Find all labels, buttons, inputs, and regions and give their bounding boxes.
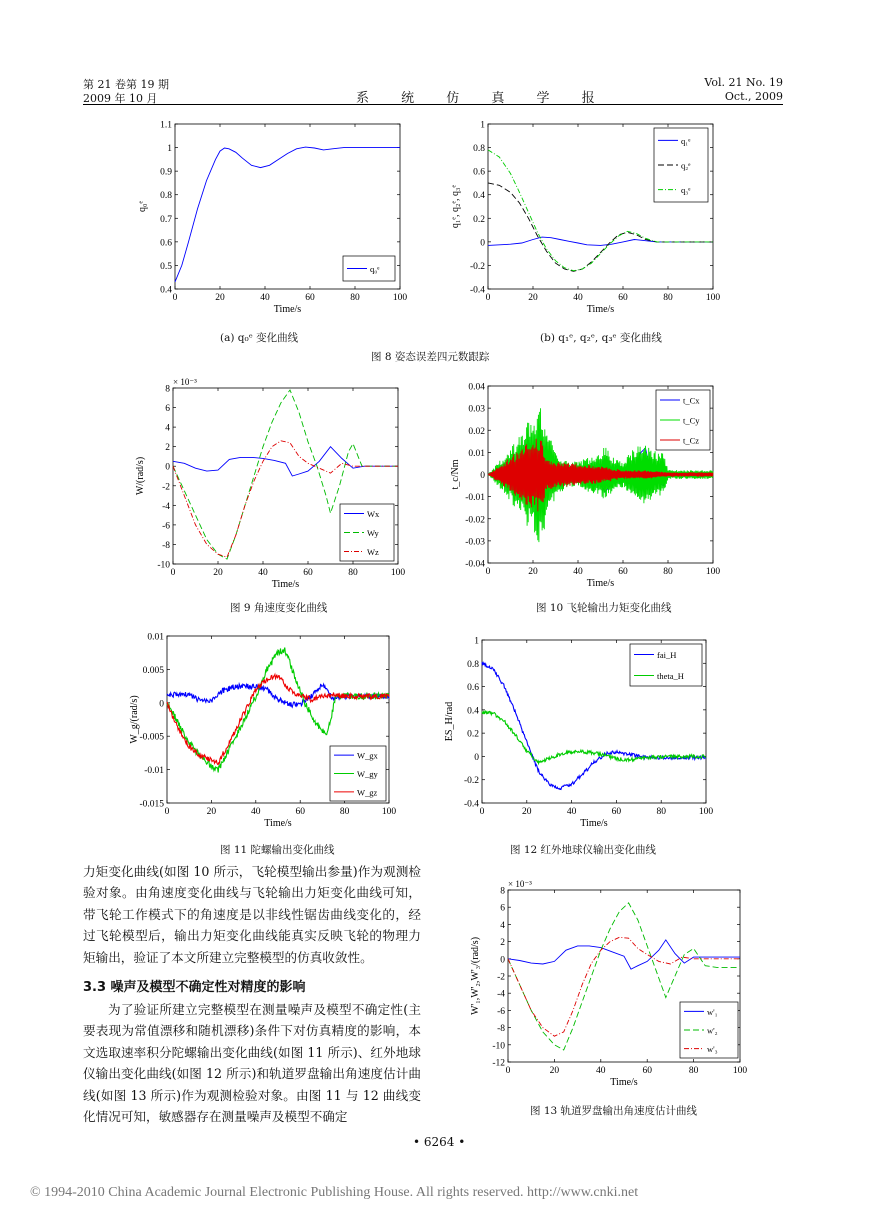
y-tick-label: -0.01 (465, 493, 485, 504)
series-0 (508, 940, 740, 969)
paragraph-1: 力矩变化曲线(如图 10 所示，飞轮模型输出参量)作为观测检验对象。由角速度变化曲线与飞轮输出力矩变化曲线可知，带飞轮工作模式下的角速度是以非线性锯齿曲线变化的，经过飞轮模型后，输出力矩变化曲线能真实反映飞轮的物理力矩输出，验证了本文所建立完整模型的仿真收敛性。 (83, 864, 421, 965)
y-tick-label: 8 (165, 384, 170, 395)
y-tick-label: -0.03 (465, 537, 485, 548)
caption-fig10: 图 10 飞轮输出力矩变化曲线 (536, 602, 672, 614)
y-tick-label: 0.6 (473, 167, 485, 178)
legend-label: q₂ᵉ (681, 160, 691, 171)
x-tick-label: 100 (705, 293, 721, 303)
caption-fig8: 图 8 姿态误差四元数跟踪 (371, 351, 490, 363)
y-tick-label: 8 (500, 886, 505, 897)
caption-fig8a: (a) q₀ᵉ 变化曲线 (220, 332, 299, 344)
y-tick-label: 0 (159, 699, 164, 710)
y-tick-label: 1.1 (160, 120, 172, 131)
chart-fig12 (430, 630, 725, 835)
y-tick-label: 0.7 (160, 214, 172, 225)
x-tick-label: 40 (258, 568, 268, 578)
legend (343, 256, 395, 281)
y-axis-label: t_c/Nm (450, 459, 461, 490)
legend (656, 390, 710, 450)
x-axis-label: Time/s (264, 818, 292, 829)
x-tick-label: 0 (505, 1066, 511, 1076)
x-axis-label: Time/s (273, 304, 302, 315)
chart-fig10 (430, 378, 725, 591)
y-tick-label: 0.9 (160, 167, 172, 178)
x-tick-label: 20 (549, 1066, 560, 1076)
copyright-footer: © 1994-2010 China Academic Journal Electronic Publishing House. All rights reserved. http://www.cnki.net (30, 1185, 639, 1200)
y-tick-label: 0 (500, 955, 505, 966)
header-date: 2009 年 10 月 (83, 92, 158, 105)
y-axis-label: q₁ᵉ, q₂ᵉ, q₃ᵉ (450, 184, 461, 229)
x-tick-label: 80 (656, 807, 666, 817)
legend (330, 746, 386, 801)
x-axis-label: Time/s (580, 818, 608, 829)
y-tick-label: 0 (165, 462, 170, 473)
y-tick-label: 2 (500, 938, 505, 949)
y-axis-label: q₀ᵉ (137, 200, 148, 213)
y-tick-label: -0.005 (139, 732, 164, 743)
y-axis-label: W_g/(rad/s) (129, 695, 140, 744)
y-tick-label: -0.2 (469, 261, 485, 272)
axis-exponent: × 10⁻³ (173, 377, 197, 387)
x-tick-label: 80 (350, 293, 360, 303)
legend-label: fai_H (657, 650, 677, 660)
y-tick-label: 0 (480, 238, 485, 249)
x-tick-label: 0 (164, 807, 170, 817)
legend-label: theta_H (657, 671, 684, 681)
chart-fig11 (110, 628, 410, 835)
y-tick-label: 0.2 (467, 729, 479, 740)
journal-title: 系 统 仿 真 学 报 (356, 91, 609, 106)
series-0 (488, 237, 713, 245)
x-tick-label: 0 (485, 293, 491, 303)
y-tick-label: -6 (162, 521, 170, 532)
x-tick-label: 60 (305, 293, 315, 303)
legend (654, 128, 708, 202)
x-tick-label: 100 (381, 807, 397, 817)
y-tick-label: 0.02 (468, 426, 485, 437)
chart-fig8a (125, 116, 415, 321)
x-tick-label: 0 (170, 568, 176, 578)
y-tick-label: -0.4 (469, 285, 485, 296)
page-number: • 6264 • (413, 1135, 466, 1149)
x-tick-label: 100 (705, 567, 721, 577)
legend-label: W_gy (357, 769, 378, 779)
legend-label: t_Cz (683, 435, 700, 446)
series-0 (173, 447, 398, 476)
y-tick-label: -0.015 (139, 799, 164, 810)
x-tick-label: 20 (215, 293, 225, 303)
y-tick-label: 0.2 (473, 214, 485, 225)
x-tick-label: 100 (698, 807, 714, 817)
series-line (173, 447, 398, 476)
y-tick-label: 0.8 (473, 144, 485, 155)
y-tick-label: 0.8 (467, 659, 479, 670)
x-tick-label: 80 (663, 293, 673, 303)
x-tick-label: 60 (611, 807, 622, 817)
header-rule (83, 104, 783, 105)
legend-label: Wx (367, 509, 380, 519)
caption-fig9: 图 9 角速度变化曲线 (230, 602, 328, 614)
y-tick-label: 0.005 (142, 665, 164, 676)
y-tick-label: 0.4 (160, 285, 172, 296)
y-tick-label: -12 (492, 1058, 505, 1069)
y-tick-label: 4 (500, 920, 505, 931)
x-tick-label: 0 (479, 807, 485, 817)
y-tick-label: 0.6 (467, 683, 479, 694)
y-tick-label: 4 (165, 423, 170, 434)
legend-label: w'₁ (707, 1006, 718, 1017)
legend-label: w'₂ (707, 1025, 718, 1036)
legend-label: W_gz (357, 787, 378, 798)
y-tick-label: 2 (165, 443, 170, 454)
legend-label: t_Cy (683, 415, 700, 426)
y-tick-label: 0.04 (468, 382, 485, 393)
y-axis-label: W/(rad/s) (135, 456, 146, 496)
y-tick-label: -0.01 (144, 766, 164, 777)
x-axis-label: Time/s (271, 579, 300, 590)
y-tick-label: 0 (474, 752, 479, 763)
x-tick-label: 100 (732, 1066, 748, 1076)
y-tick-label: 6 (165, 404, 170, 415)
y-tick-label: 0 (480, 471, 485, 481)
x-tick-label: 0 (485, 567, 491, 577)
legend-label: q₃ᵉ (681, 185, 691, 196)
x-tick-label: 20 (213, 568, 223, 578)
paragraph-2: 为了验证所建立完整模型在测量噪声及模型不确定性(主要表现为常值漂移和随机漂移)条件下对仿真精度的影响，本文选取速率积分陀螺输出变化曲线(如图 11 所示)、红外地球仪输出变化曲线(如图 12 所示)和轨道罗盘输出角速度估计曲线(如图 13 所示)作为观测检验对象。由图 11 与 12 曲线变化情况可知，敏感器存在测量噪声及模型不确定 (83, 1002, 421, 1125)
y-tick-label: 0.4 (473, 191, 485, 202)
y-tick-label: -0.4 (463, 799, 479, 810)
x-tick-label: 80 (339, 807, 350, 817)
legend-label: q₀ᵉ (370, 264, 380, 274)
y-tick-label: -10 (492, 1041, 505, 1052)
x-axis-label: Time/s (586, 304, 615, 315)
y-tick-label: -0.04 (465, 559, 485, 570)
caption-fig12: 图 12 红外地球仪输出变化曲线 (510, 844, 657, 856)
legend-label: w'₃ (707, 1044, 718, 1055)
y-tick-label: 1 (480, 120, 485, 131)
y-tick-label: 6 (500, 903, 505, 914)
y-axis-label: W'₁,W'₂,W'₃/(rad/s) (470, 936, 481, 1016)
y-tick-label: -8 (497, 1024, 505, 1035)
y-tick-label: -4 (162, 501, 170, 512)
x-tick-label: 60 (295, 807, 305, 817)
chart-fig13 (460, 872, 750, 1092)
x-axis-label: Time/s (586, 578, 615, 589)
y-axis-label: ES_H/rad (444, 701, 455, 742)
y-tick-label: -2 (162, 482, 170, 493)
x-tick-label: 20 (528, 567, 538, 577)
legend-label: W_gx (357, 750, 378, 761)
header-date-en: Oct., 2009 (724, 90, 783, 103)
y-tick-label: -10 (157, 560, 170, 571)
y-tick-label: -2 (497, 972, 505, 983)
header-vol-en: Vol. 21 No. 19 (704, 76, 783, 89)
x-tick-label: 20 (522, 807, 532, 817)
legend-label: t_Cx (683, 395, 700, 406)
x-tick-label: 0 (172, 293, 178, 303)
y-tick-label: 0.01 (468, 448, 485, 459)
caption-fig13: 图 13 轨道罗盘输出角速度估计曲线 (530, 1105, 698, 1117)
y-tick-label: -0.02 (465, 515, 485, 526)
legend (340, 504, 394, 561)
x-tick-label: 40 (260, 293, 270, 303)
y-tick-label: 1 (474, 636, 479, 647)
y-tick-label: 0.4 (467, 706, 479, 717)
legend (630, 644, 702, 686)
legend (680, 1002, 738, 1058)
x-tick-label: 80 (688, 1066, 699, 1076)
chart-fig9 (130, 376, 415, 591)
y-tick-label: -6 (497, 1006, 505, 1017)
x-axis-label: Time/s (610, 1077, 638, 1088)
y-tick-label: 0.03 (468, 404, 485, 415)
x-tick-label: 80 (348, 568, 358, 578)
series-line (488, 237, 713, 245)
y-tick-label: -0.2 (463, 776, 479, 787)
y-tick-label: 0.01 (147, 632, 164, 643)
x-tick-label: 40 (566, 807, 577, 817)
y-tick-label: 0.6 (160, 238, 172, 249)
x-tick-label: 20 (206, 807, 217, 817)
y-tick-label: 1 (167, 144, 172, 155)
x-tick-label: 40 (573, 567, 583, 577)
legend-label: Wy (367, 528, 379, 538)
y-tick-label: 0.5 (160, 261, 172, 272)
x-tick-label: 60 (618, 567, 628, 577)
axis-exponent: × 10⁻³ (508, 879, 532, 889)
x-tick-label: 40 (596, 1066, 606, 1076)
x-tick-label: 100 (392, 293, 408, 303)
chart-fig8b (430, 116, 730, 321)
x-tick-label: 80 (663, 567, 673, 577)
x-tick-label: 60 (303, 568, 313, 578)
caption-fig11: 图 11 陀螺输出变化曲线 (220, 844, 335, 856)
x-tick-label: 40 (573, 293, 583, 303)
y-tick-label: -4 (497, 989, 505, 1000)
x-tick-label: 100 (390, 568, 406, 578)
x-tick-label: 40 (251, 807, 261, 817)
y-tick-label: 0.8 (160, 191, 172, 202)
x-tick-label: 60 (642, 1066, 652, 1076)
caption-fig8b: (b) q₁ᵉ, q₂ᵉ, q₃ᵉ 变化曲线 (540, 332, 662, 344)
legend-label: Wz (367, 547, 379, 557)
header-volume: 第 21 卷第 19 期 (83, 78, 169, 91)
series-line (508, 940, 740, 969)
x-tick-label: 60 (618, 293, 628, 303)
y-tick-label: -8 (162, 540, 170, 551)
legend-label: q₁ᵉ (681, 135, 691, 146)
x-tick-label: 20 (528, 293, 538, 303)
section-title: 3.3 噪声及模型不确定性对精度的影响 (83, 980, 306, 995)
